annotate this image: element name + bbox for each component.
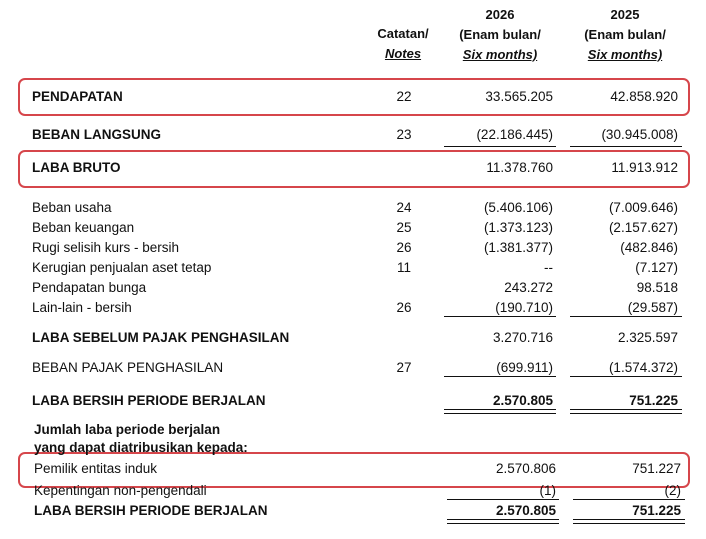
row-label: LABA BERSIH PERIODE BERJALAN: [34, 503, 268, 518]
row-label: Beban keuangan: [32, 220, 135, 235]
col-2026-year: 2026: [485, 7, 515, 22]
row-value-2026: 11.378.760: [486, 160, 553, 175]
subtotal-rule: [573, 499, 685, 500]
row-value-2026: 243.272: [504, 280, 553, 295]
col-2026-line3: Six months): [462, 47, 538, 62]
row-label: Beban usaha: [32, 200, 112, 215]
row-value-2025: (1.574.372): [608, 360, 678, 375]
row-value-2026: (22.186.445): [476, 127, 553, 142]
row-note: 26: [396, 300, 412, 315]
total-double-rule: [444, 409, 556, 414]
row-note: 26: [396, 240, 412, 255]
row-value-2025: 11.913.912: [611, 160, 678, 175]
row-value-2026: (1.381.377): [483, 240, 553, 255]
row-value-2025: 751.225: [629, 393, 678, 408]
subtotal-rule: [444, 316, 556, 317]
row-value-2025: 751.227: [632, 461, 681, 476]
row-note: 23: [396, 127, 412, 142]
row-value-2026: (5.406.106): [483, 200, 553, 215]
row-value-2025: (7.127): [635, 260, 678, 275]
row-label: Pendapatan bunga: [32, 280, 147, 295]
row-label: BEBAN LANGSUNG: [32, 127, 162, 142]
row-value-2026: 2.570.806: [495, 461, 556, 476]
total-double-rule: [573, 519, 685, 524]
attribution-heading-line1: Jumlah laba periode berjalan: [34, 422, 221, 437]
row-label: BEBAN PAJAK PENGHASILAN: [32, 360, 224, 375]
col-2026-header: [430, 5, 570, 65]
row-label: Rugi selisih kurs - bersih: [32, 240, 180, 255]
row-note: 25: [396, 220, 412, 235]
subtotal-rule: [444, 146, 556, 147]
row-value-2025: 98.518: [636, 280, 678, 295]
row-label: Pemilik entitas induk: [34, 461, 158, 476]
row-note: 24: [396, 200, 412, 215]
subtotal-rule: [570, 316, 682, 317]
col-2025-year: 2025: [610, 7, 640, 22]
row-value-2026: --: [544, 260, 553, 275]
row-note: 27: [396, 360, 412, 375]
row-note: 11: [396, 260, 411, 275]
row-value-2025: (29.587): [627, 300, 678, 315]
row-value-2026: 2.570.805: [492, 393, 553, 408]
row-label: Kepentingan non-pengendali: [34, 483, 207, 498]
row-value-2026: 2.570.805: [495, 503, 556, 518]
row-value-2025: 42.858.920: [610, 89, 678, 104]
row-value-2025: (482.846): [620, 240, 678, 255]
row-value-2026: 33.565.205: [485, 89, 553, 104]
notes-header-line2: Notes: [384, 46, 422, 61]
row-note: 22: [396, 89, 412, 104]
subtotal-rule: [444, 376, 556, 377]
row-value-2025: (30.945.008): [601, 127, 678, 142]
row-value-2025: (7.009.646): [608, 200, 678, 215]
subtotal-rule: [570, 376, 682, 377]
row-label: LABA BERSIH PERIODE BERJALAN: [32, 393, 266, 408]
subtotal-rule: [570, 146, 682, 147]
row-label: Lain-lain - bersih: [32, 300, 132, 315]
row-value-2026: 3.270.716: [492, 330, 553, 345]
total-double-rule: [447, 519, 559, 524]
row-value-2025: 751.225: [632, 503, 681, 518]
col-2025-line3: Six months): [587, 47, 663, 62]
attribution-heading-line2: yang dapat diatribusikan kepada:: [34, 440, 248, 455]
col-2026-line2: (Enam bulan/: [459, 27, 541, 42]
row-value-2025: (2): [664, 483, 681, 498]
row-label: Kerugian penjualan aset tetap: [32, 260, 212, 275]
row-value-2026: (1.373.123): [483, 220, 553, 235]
row-value-2026: (190.710): [495, 300, 553, 315]
notes-header-line1: Catatan/: [377, 26, 429, 41]
col-2025-line2: (Enam bulan/: [584, 27, 666, 42]
row-value-2026: (1): [539, 483, 556, 498]
total-double-rule: [570, 409, 682, 414]
row-label: LABA SEBELUM PAJAK PENGHASILAN: [32, 330, 290, 345]
row-label: LABA BRUTO: [32, 160, 121, 175]
subtotal-rule: [447, 499, 559, 500]
col-2025-header: [555, 5, 695, 65]
row-value-2026: (699.911): [496, 360, 553, 375]
row-label: PENDAPATAN: [32, 89, 123, 104]
row-value-2025: (2.157.627): [608, 220, 678, 235]
row-value-2025: 2.325.597: [617, 330, 678, 345]
